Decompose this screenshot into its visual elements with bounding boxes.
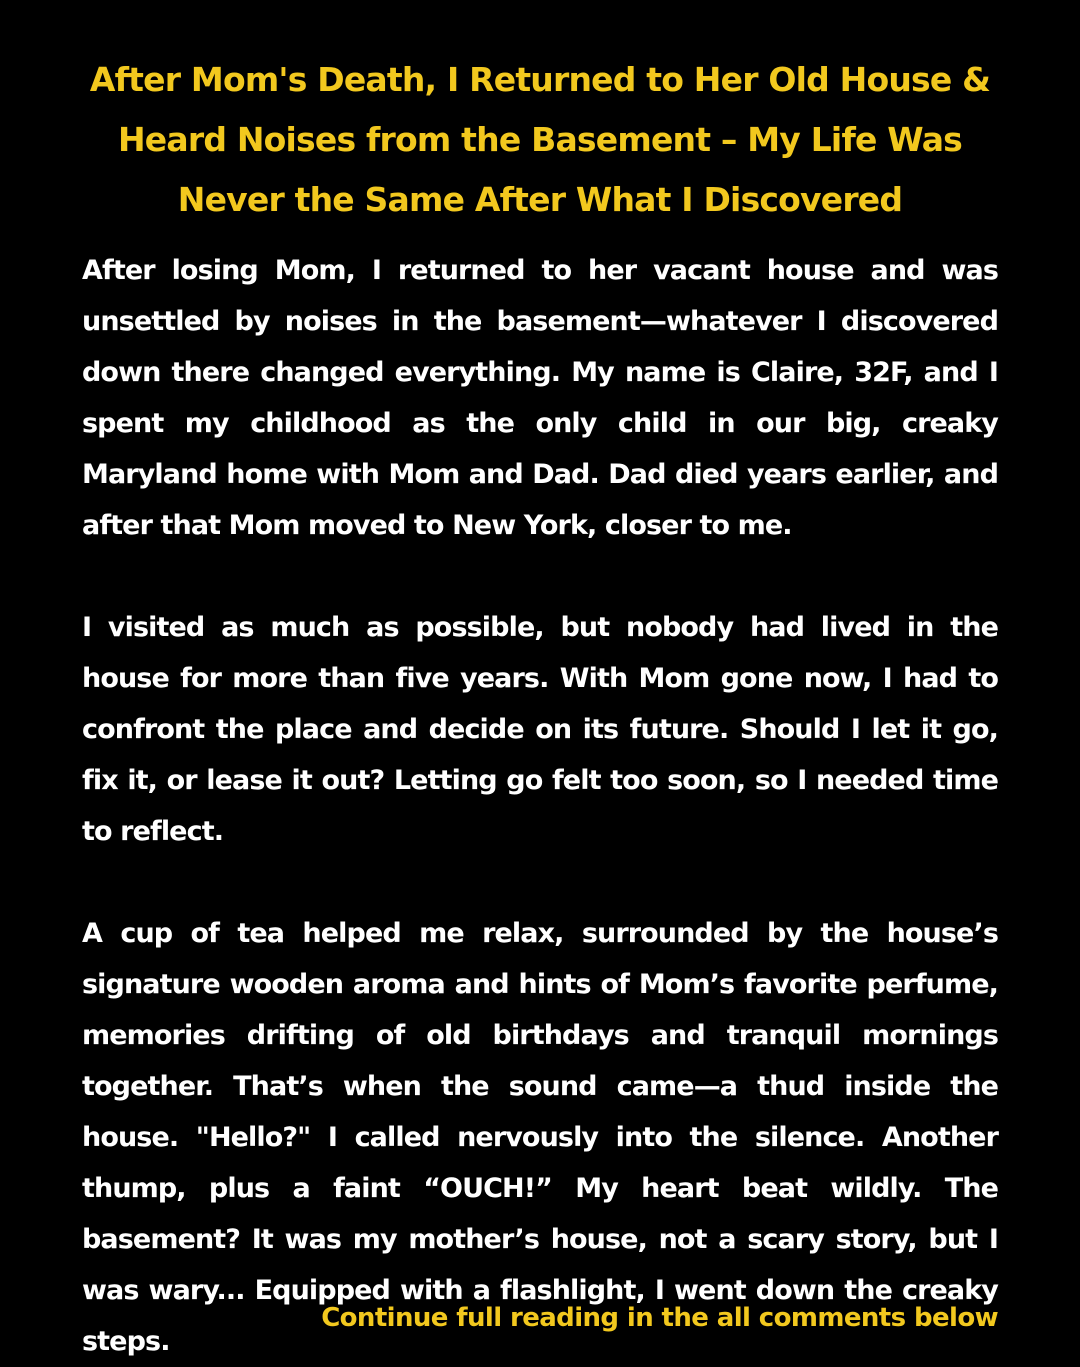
story-paragraph: A cup of tea helped me relax, surrounded by the house’s signature wooden aroma and hints of Mom’s favorite perfume, memories drifting of old birthdays and tranquil mornings together. That’s when the sound came—a thud inside the house. "Hello?" I called nervously into the silence. Another thump, plus a faint “OUCH!” My heart beat wildly. The basement? It was my mother’s house, not a scary story, but I was wary... Equipped with a flashlight, I went down the creaky steps. <box>82 918 998 1357</box>
story-title: After Mom's Death, I Returned to Her Old House & Heard Noises from the Basement – My Life Was Never the Same After What I Discovered <box>89 60 991 219</box>
story-paragraph: I visited as much as possible, but nobody had lived in the house for more than five years. With Mom gone now, I had to confront the place and decide on its future. Should I let it go, fix it, or lease it out? Letting go felt too soon, so I needed time to reflect. <box>82 612 998 847</box>
continue-reading-callout: Continue full reading in the all comments below <box>321 1303 998 1333</box>
story-paragraph: After losing Mom, I returned to her vacant house and was unsettled by noises in the basement—whatever I discovered down there changed everything. My name is Claire, 32F, and I spent my childhood as the only child in our big, creaky Maryland home with Mom and Dad. Dad died years earlier, and after that Mom moved to New York, closer to me. <box>82 255 998 541</box>
